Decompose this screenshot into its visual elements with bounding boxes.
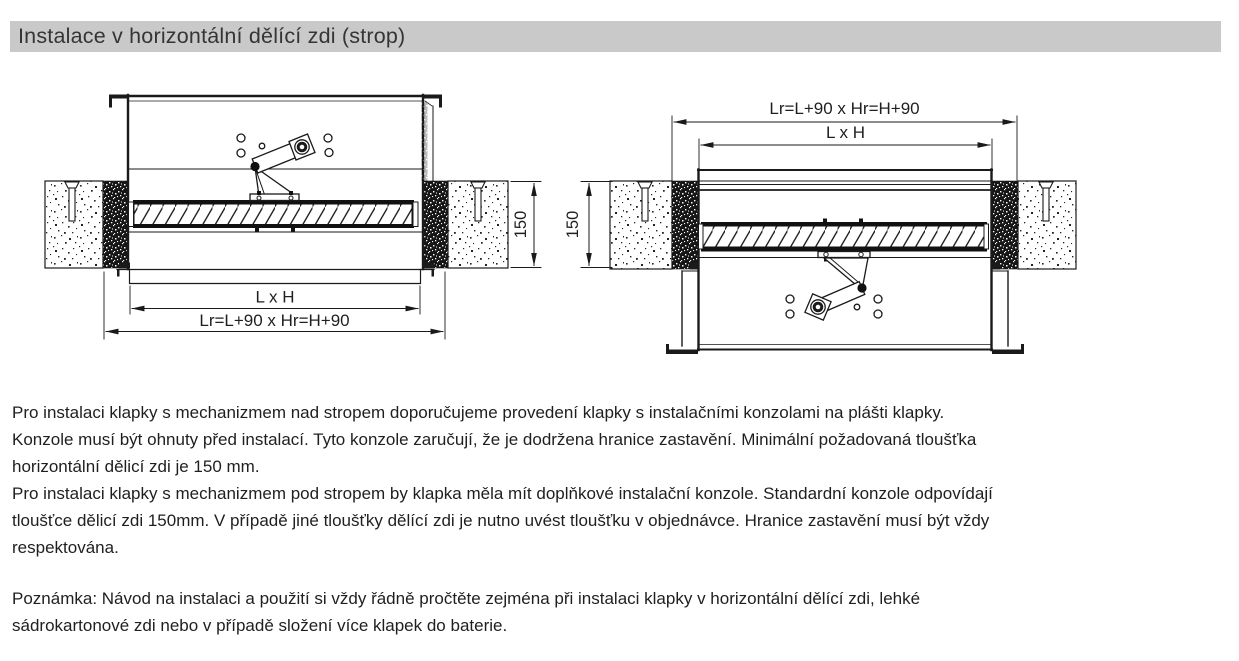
page-title: Instalace v horizontální dělící zdi (strop) (18, 24, 406, 48)
body-line: Pro instalaci klapky s mechanizmem nad stropem doporučujeme provedení klapky s instalačními konzolami na plášti klapky. (12, 403, 945, 422)
dimension-thickness-right (581, 182, 612, 268)
pivot-point (250, 162, 259, 171)
dim-label-inner-right: L x H (825, 123, 866, 142)
actuator-mechanism (786, 252, 882, 321)
mounting-hole-icon (237, 149, 245, 157)
mounting-hole-icon (324, 134, 332, 142)
dim-label-thickness-left: 150 (512, 210, 530, 239)
body-line: tloušťce dělicí zdi 150mm. V případě jiné tloušťky dělící zdi je nutno uvést tloušťku v objednávce. Hranice zastavění musí být vždy (12, 511, 990, 530)
diagram-mechanism-below-ceiling (564, 99, 1076, 354)
mounting-hole-icon (874, 295, 882, 303)
body-text (12, 399, 993, 561)
mounting-hole-icon (325, 149, 333, 157)
note-line: sádrokartonové zdi nebo v případě složení více klapek do baterie. (12, 616, 508, 635)
note-text (12, 585, 920, 639)
left-ceiling-slab (610, 181, 699, 269)
pivot-point (857, 283, 866, 292)
damper-blade (699, 219, 989, 252)
damper-blade (128, 200, 423, 232)
body-line: Pro instalaci klapky s mechanizmem pod stropem by klapka měla mít doplňkové instalační konzole. Standardní konzole odpovídají (12, 484, 993, 503)
right-ceiling-slab (423, 181, 508, 268)
mounting-hole-icon (786, 295, 794, 303)
body-line: Konzole musí být ohnuty před instalací. Tyto konzole zaručují, že je dodržena hranice zastavění. Minimální požadovaná tloušťka (12, 430, 977, 449)
diagram-mechanism-above-ceiling (45, 95, 541, 340)
mounting-hole-icon (786, 310, 794, 318)
actuator-mechanism (237, 134, 333, 201)
dim-label-outer-right: Lr=L+90 x Hr=H+90 (769, 99, 920, 118)
mounting-hole-icon (854, 304, 860, 310)
body-line: horizontální dělicí zdi je 150 mm. (12, 457, 260, 476)
body-line: respektována. (12, 538, 119, 557)
dim-label-outer-left: Lr=L+90 x Hr=H+90 (199, 311, 350, 330)
right-ceiling-slab (991, 181, 1076, 269)
mounting-hole-icon (874, 310, 882, 318)
left-ceiling-slab (45, 181, 128, 268)
mounting-hole-icon (237, 134, 245, 142)
mounting-hole-icon (259, 143, 265, 149)
dim-label-inner-left: L x H (255, 287, 295, 307)
dim-label-thickness-right: 150 (564, 210, 582, 239)
note-line: Poznámka: Návod na instalaci a použití si vždy řádně pročtěte zejména při instalaci klapky v horizontální dělící zdi, lehké (12, 589, 921, 608)
